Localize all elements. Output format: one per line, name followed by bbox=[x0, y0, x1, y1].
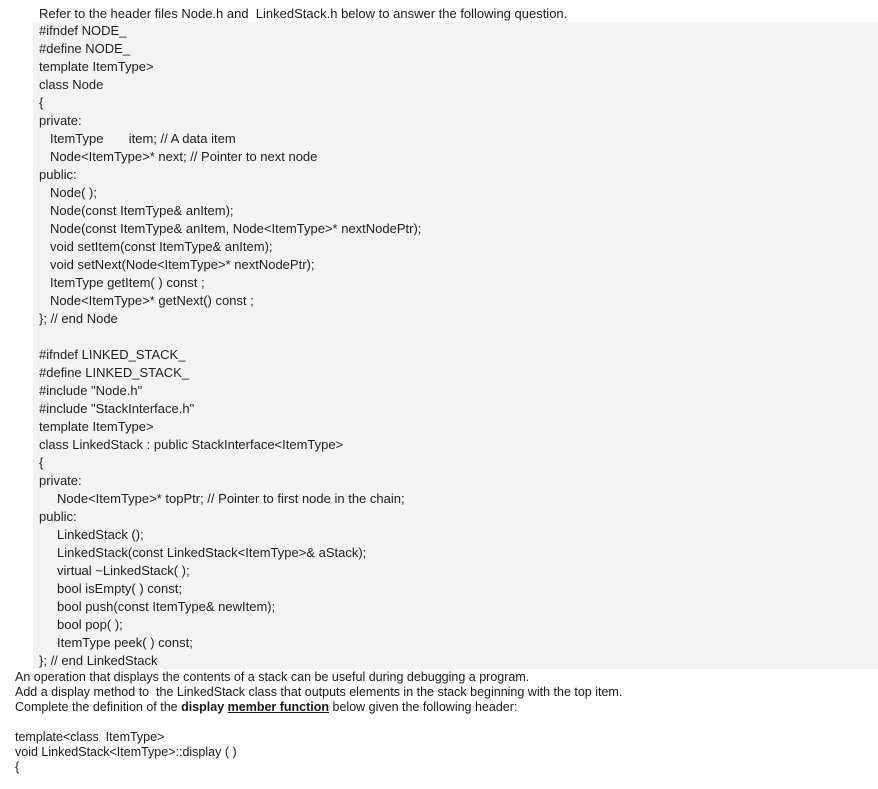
function-header-line-3: { bbox=[15, 760, 20, 774]
code-line: void setNext(Node<ItemType>* nextNodePtr); bbox=[50, 257, 315, 272]
intro-text: Refer to the header files Node.h and LinkedStack.h below to answer the following question. bbox=[39, 6, 568, 21]
code-line: private: bbox=[39, 113, 82, 128]
display-keyword: display bbox=[181, 700, 225, 714]
code-line: #include "Node.h" bbox=[39, 383, 143, 398]
question-line-2: Add a display method to the LinkedStack class that outputs elements in the stack beginning with the top item. bbox=[15, 685, 623, 699]
code-line: public: bbox=[39, 509, 77, 524]
code-line: LinkedStack (); bbox=[57, 527, 144, 542]
code-line: { bbox=[39, 95, 44, 110]
code-line: ItemType peek( ) const; bbox=[57, 635, 193, 650]
question-line-3-suffix: below given the following header: bbox=[329, 700, 518, 714]
code-line: class Node bbox=[39, 77, 104, 92]
code-line: Node(const ItemType& anItem); bbox=[50, 203, 234, 218]
code-line: virtual ~LinkedStack( ); bbox=[57, 563, 190, 578]
code-line: ItemType item; // A data item bbox=[50, 131, 236, 146]
member-function-term: member function bbox=[227, 700, 330, 714]
code-line: template ItemType> bbox=[39, 59, 154, 74]
code-line: class LinkedStack : public StackInterface<ItemType> bbox=[39, 437, 344, 452]
question-line-1: An operation that displays the contents of a stack can be useful during debugging a program. bbox=[15, 670, 530, 684]
code-line: Node<ItemType>* next; // Pointer to next node bbox=[50, 149, 318, 164]
code-line: }; // end Node bbox=[39, 311, 118, 326]
code-line: template ItemType> bbox=[39, 419, 154, 434]
code-line: { bbox=[39, 455, 44, 470]
code-line: LinkedStack(const LinkedStack<ItemType>& aStack); bbox=[57, 545, 367, 560]
code-line: #define NODE_ bbox=[39, 41, 131, 56]
function-header-line-1: template<class ItemType> bbox=[15, 730, 165, 744]
code-line: public: bbox=[39, 167, 77, 182]
code-line: Node(const ItemType& anItem, Node<ItemType>* nextNodePtr); bbox=[50, 221, 422, 236]
question-line-3-prefix: Complete the definition of the bbox=[15, 700, 182, 714]
code-line: }; // end LinkedStack bbox=[39, 653, 158, 668]
code-line: Node( ); bbox=[50, 185, 97, 200]
code-line: bool pop( ); bbox=[57, 617, 123, 632]
code-line: bool isEmpty( ) const; bbox=[57, 581, 182, 596]
code-line: #define LINKED_STACK_ bbox=[39, 365, 190, 380]
code-line: void setItem(const ItemType& anItem); bbox=[50, 239, 273, 254]
code-line: Node<ItemType>* topPtr; // Pointer to first node in the chain; bbox=[57, 491, 405, 506]
code-line: Node<ItemType>* getNext() const ; bbox=[50, 293, 254, 308]
code-line: #ifndef LINKED_STACK_ bbox=[39, 347, 186, 362]
function-header-line-2: void LinkedStack<ItemType>::display ( ) bbox=[15, 745, 237, 759]
code-line: #include "StackInterface.h" bbox=[39, 401, 195, 416]
code-line: private: bbox=[39, 473, 82, 488]
code-line: bool push(const ItemType& newItem); bbox=[57, 599, 276, 614]
question-line-3 bbox=[15, 700, 517, 715]
code-line: #ifndef NODE_ bbox=[39, 23, 127, 38]
code-line: ItemType getItem( ) const ; bbox=[50, 275, 205, 290]
